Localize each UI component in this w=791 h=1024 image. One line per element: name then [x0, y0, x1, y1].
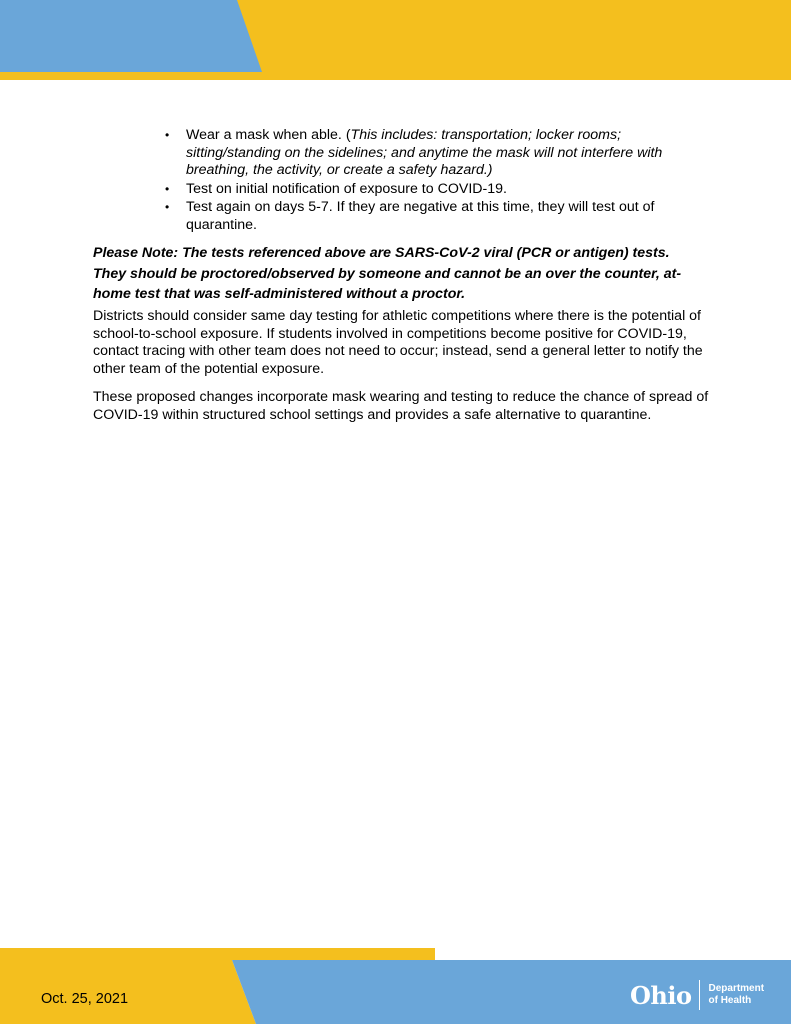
- paragraph-same-day-testing: Districts should consider same day testing for athletic competitions where there is the potential of school-to-school exposure. If students involved in competitions become positive for COVID-19, contact tracing with other team does not need to occur; instead, send a general letter to notify the other team of the potential exposure.: [93, 308, 703, 377]
- bullet-icon: •: [165, 200, 170, 215]
- bullet-icon: •: [165, 128, 170, 142]
- list-item: [165, 127, 676, 180]
- ohio-department-of-health-logo: [630, 978, 764, 1012]
- bullet-icon: •: [165, 181, 170, 196]
- header-blue-shape: [0, 0, 262, 72]
- logo-department-text: [708, 983, 764, 1007]
- list-item: [165, 199, 676, 234]
- logo-wordmark: Ohio: [630, 980, 692, 1010]
- paragraph-proposed-changes: These proposed changes incorporate mask wearing and testing to reduce the chance of spread of COVID-19 within structured school settings and provides a safe alternative to quarantine.: [93, 389, 709, 423]
- bullet-list: [165, 127, 676, 236]
- bullet-italic-1: This includes: transportation; locker rooms; sitting/standing on the sidelines; and anytime the mask will not interfere with breathing, the activity, or create a safety hazard.): [186, 127, 663, 179]
- bullet-lead-1: Wear a mask when able. (: [186, 127, 351, 143]
- bullet-lead-2: Test on initial notification of exposure to COVID-19.: [186, 180, 507, 197]
- header-band: [0, 0, 791, 80]
- footer-date: Oct. 25, 2021: [41, 991, 129, 1007]
- list-item: [165, 180, 676, 199]
- logo-dept-line2: of Health: [708, 995, 752, 1006]
- bullet-lead-3: Test again on days 5-7. If they are negative at this time, they will test out of quarantine.: [186, 199, 655, 233]
- testing-note: Please Note: The tests referenced above are SARS-CoV-2 viral (PCR or antigen) tests. They should be proctored/observed by someone and cannot be an over the counter, at-home test that was self-administered without a proctor.: [93, 245, 682, 302]
- logo-divider: [699, 980, 700, 1010]
- logo-dept-line1: Department: [708, 983, 765, 994]
